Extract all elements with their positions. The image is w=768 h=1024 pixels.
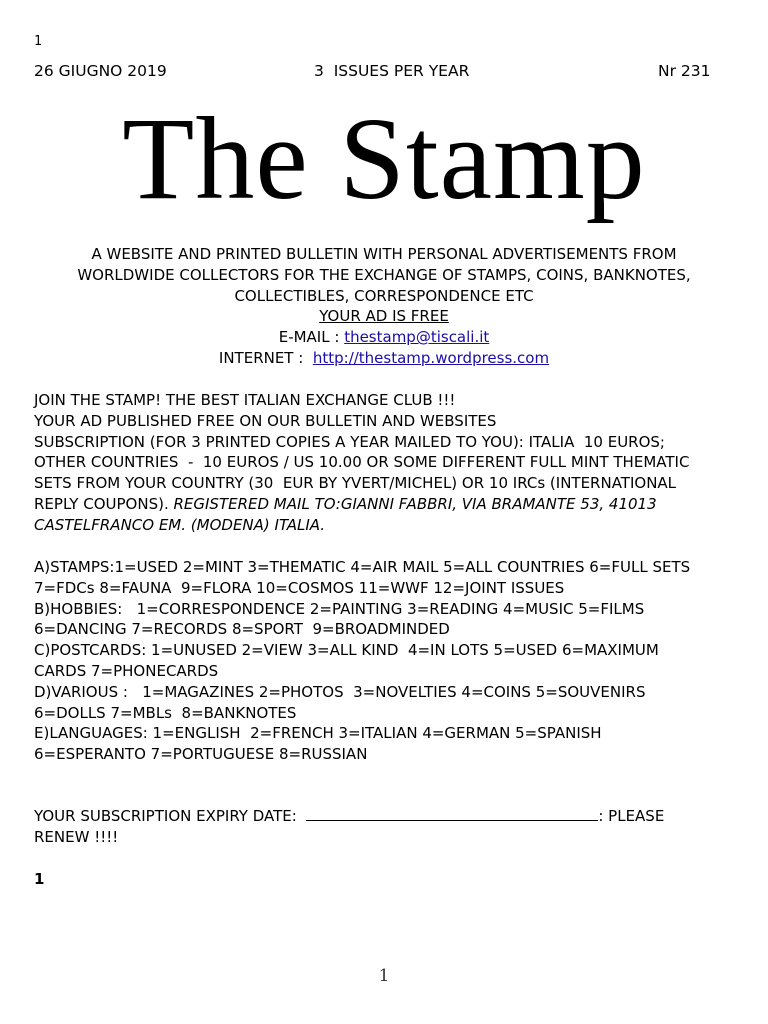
category-line: CARDS 7=PHONECARDS — [34, 661, 219, 680]
renew-text: RENEW !!!! — [34, 827, 119, 846]
issue-date: 26 GIUGNO 2019 — [34, 62, 167, 80]
category-line: B)HOBBIES: 1=CORRESPONDENCE 2=PAINTING 3=READING 4=MUSIC 5=FILMS — [34, 599, 645, 618]
category-line: 7=FDCs 8=FAUNA 9=FLORA 10=COSMOS 11=WWF 12=JOINT ISSUES — [34, 578, 565, 597]
body-line: OTHER COUNTRIES - 10 EUROS / US 10.00 OR SOME DIFFERENT FULL MINT THEMATIC — [34, 453, 690, 472]
bottom-number: 1 — [34, 870, 45, 888]
issues-per-year: 3 ISSUES PER YEAR — [314, 62, 470, 80]
body-line: JOIN THE STAMP! THE BEST ITALIAN EXCHANGE CLUB !!! — [34, 391, 456, 409]
intro-line: COLLECTIBLES, CORRESPONDENCE ETC — [234, 286, 534, 305]
category-line: 6=ESPERANTO 7=PORTUGUESE 8=RUSSIAN — [34, 745, 368, 764]
intro-line: A WEBSITE AND PRINTED BULLETIN WITH PERSONAL ADVERTISEMENTS FROM — [91, 245, 677, 263]
email-row — [40, 327, 728, 348]
category-line: 6=DOLLS 7=MBLs 8=BANKNOTES — [34, 703, 297, 722]
expiry-date-blank — [306, 808, 598, 821]
page-title: The Stamp — [122, 93, 646, 224]
category-codes — [34, 557, 744, 765]
expiry-suffix: : PLEASE — [598, 807, 665, 825]
intro-block — [40, 244, 728, 369]
body-line: SETS FROM YOUR COUNTRY (30 EUR BY YVERT/MICHEL) OR 10 IRCs (INTERNATIONAL — [34, 474, 677, 493]
body-line: YOUR AD PUBLISHED FREE ON OUR BULLETIN AND WEBSITES — [34, 411, 497, 430]
free-ad-notice: YOUR AD IS FREE — [319, 307, 449, 326]
category-line: 6=DANCING 7=RECORDS 8=SPORT 9=BROADMINDED — [34, 620, 450, 639]
internet-row — [40, 348, 728, 369]
category-line: A)STAMPS:1=USED 2=MINT 3=THEMATIC 4=AIR MAIL 5=ALL COUNTRIES 6=FULL SETS — [34, 558, 691, 576]
email-link[interactable]: thestamp@tiscali.it — [344, 328, 490, 347]
registered-mail-address: REGISTERED MAIL TO:GIANNI FABBRI, VIA BRAMANTE 53, 41013 — [173, 494, 657, 513]
category-line: E)LANGUAGES: 1=ENGLISH 2=FRENCH 3=ITALIAN 4=GERMAN 5=SPANISH — [34, 724, 602, 743]
website-link[interactable]: http://thestamp.wordpress.com — [312, 348, 550, 367]
body-line — [34, 494, 738, 515]
expiry-notice — [34, 806, 738, 848]
registered-mail-address-cont: CASTELFRANCO EM. (MODENA) ITALIA. — [34, 515, 326, 534]
internet-label: INTERNET : — [218, 348, 313, 367]
body-line: SUBSCRIPTION (FOR 3 PRINTED COPIES A YEAR MAILED TO YOU): ITALIA 10 EUROS; — [34, 432, 665, 451]
category-line: D)VARIOUS : 1=MAGAZINES 2=PHOTOS 3=NOVELTIES 4=COINS 5=SOUVENIRS — [34, 682, 646, 701]
subscription-block — [34, 390, 738, 536]
intro-line: WORLDWIDE COLLECTORS FOR THE EXCHANGE OF STAMPS, COINS, BANKNOTES, — [77, 265, 691, 284]
expiry-label: YOUR SUBSCRIPTION EXPIRY DATE: — [34, 807, 307, 825]
email-label: E-MAIL : — [278, 328, 345, 347]
footer-page-number: 1 — [378, 966, 390, 986]
issue-number: Nr 231 — [658, 62, 711, 80]
body-text: REPLY COUPONS). — [34, 494, 174, 513]
category-line: C)POSTCARDS: 1=UNUSED 2=VIEW 3=ALL KIND 4=IN LOTS 5=USED 6=MAXIMUM — [34, 641, 659, 660]
corner-page-number: 1 — [34, 34, 42, 49]
